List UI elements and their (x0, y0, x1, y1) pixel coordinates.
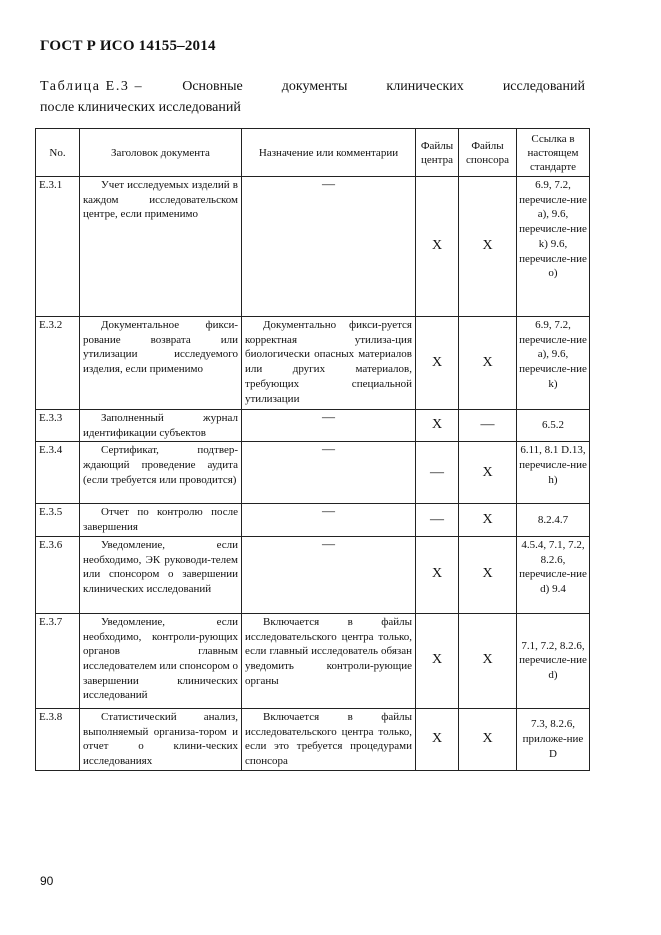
document-title: Сертификат, подтвер-ждающий проведение аудита (если требуется или проводится) (80, 442, 242, 504)
document-title: Заполненный журнал идентификации субъектов (80, 410, 242, 442)
comment-dash: — (322, 409, 335, 424)
sponsor-files-mark: X (459, 317, 517, 410)
center-files-mark: X (416, 708, 459, 770)
comment-dash: — (322, 176, 335, 191)
comment-dash: — (322, 535, 335, 551)
center-files-mark: X (416, 410, 459, 442)
documents-table (35, 128, 590, 771)
table-caption (40, 76, 585, 118)
table-row (36, 536, 590, 613)
table-row (36, 613, 590, 708)
sponsor-files-mark: X (459, 708, 517, 770)
page-number: 90 (40, 874, 54, 888)
row-number: E.3.1 (36, 177, 80, 317)
caption-word: документы (281, 79, 348, 94)
row-number: E.3.8 (36, 708, 80, 770)
sponsor-files-mark: X (459, 613, 517, 708)
caption-line-2: после клинических исследований (40, 100, 241, 115)
table-header-row (36, 129, 590, 177)
center-files-mark: X (416, 317, 459, 410)
center-files-mark: X (416, 613, 459, 708)
sponsor-files-mark: X (459, 504, 517, 536)
sponsor-files-mark: X (459, 177, 517, 317)
document-comment: Включается в файлы исследовательского центра только, если главный исследователь обязан уведомить контроли-рующие органы (242, 613, 416, 708)
document-title: Учет исследуемых изделий в каждом исследовательском центре, если применимо (80, 177, 242, 317)
column-header-sponsor-files: Файлы спонсора (459, 129, 517, 177)
sponsor-files-mark: X (459, 536, 517, 613)
column-header-comments: Назначение или комментарии (242, 129, 416, 177)
standard-reference: 6.9, 7.2, перечисле-ние a), 9.6, перечисле-ние k) (517, 317, 590, 410)
document-title: Статистический анализ, выполняемый организа-тором и отчет о клини-ческих исследованиях (80, 708, 242, 770)
row-number: E.3.7 (36, 613, 80, 708)
document-header: ГОСТ Р ИСО 14155–2014 (40, 38, 216, 54)
document-title: Уведомление, если необходимо, ЭК руководи-телем или спонсором о завершении клинических исследований (80, 536, 242, 613)
column-header-title: Заголовок документа (80, 129, 242, 177)
row-number: E.3.2 (36, 317, 80, 410)
column-header-reference: Ссылка в настоящем стандарте (517, 129, 590, 177)
row-number: E.3.3 (36, 410, 80, 442)
sponsor-files-mark: X (459, 442, 517, 504)
document-title: Отчет по контролю после завершения (80, 504, 242, 536)
row-number: E.3.6 (36, 536, 80, 613)
row-number: E.3.4 (36, 442, 80, 504)
caption-label: Таблица Е.3 – (40, 79, 144, 94)
standard-reference: 4.5.4, 7.1, 7.2, 8.2.6, перечисле-ние d) 9.4 (517, 536, 590, 613)
standard-reference: 7.3, 8.2.6, приложе-ние D (517, 708, 590, 770)
document-comment: Включается в файлы исследовательского центра только, если это требуется процедурами спонсора (242, 708, 416, 770)
center-files-mark: — (416, 442, 459, 504)
table-row (36, 410, 590, 442)
standard-reference: 7.1, 7.2, 8.2.6, перечисле-ние d) (517, 613, 590, 708)
table-row (36, 708, 590, 770)
table-row (36, 504, 590, 536)
center-files-mark: X (416, 177, 459, 317)
comment-dash: — (322, 441, 335, 457)
standard-reference: 6.5.2 (517, 410, 590, 442)
sponsor-files-mark: — (459, 410, 517, 442)
column-header-no: No. (36, 129, 80, 177)
document-title: Уведомление, если необходимо, контроли-рующих органов главным исследователем или спонсором о завершении клинических исследований (80, 613, 242, 708)
document-title: Документальное фикси-рование возврата или утилизации исследуемого изделия, если применимо (80, 317, 242, 410)
table-row (36, 442, 590, 504)
row-number: E.3.5 (36, 504, 80, 536)
caption-word: исследований (502, 79, 585, 94)
center-files-mark: — (416, 504, 459, 536)
caption-word: клинических (386, 79, 464, 94)
standard-reference: 6.11, 8.1 D.13, перечисле-ние h) (517, 442, 590, 504)
table-row (36, 177, 590, 317)
document-comment: Документально фикси-руется корректная утилиза-ция биологически опасных материалов или других материалов, требующих специальной утилизации (242, 317, 416, 410)
standard-reference: 6.9, 7.2, перечисле-ние a), 9.6, перечисле-ние k) 9.6, перечисле-ние o) (517, 177, 590, 317)
column-header-center-files: Файлы центра (416, 129, 459, 177)
standard-reference: 8.2.4.7 (517, 504, 590, 536)
comment-dash: — (322, 503, 335, 519)
center-files-mark: X (416, 536, 459, 613)
table-row (36, 317, 590, 410)
caption-word: Основные (182, 79, 243, 94)
